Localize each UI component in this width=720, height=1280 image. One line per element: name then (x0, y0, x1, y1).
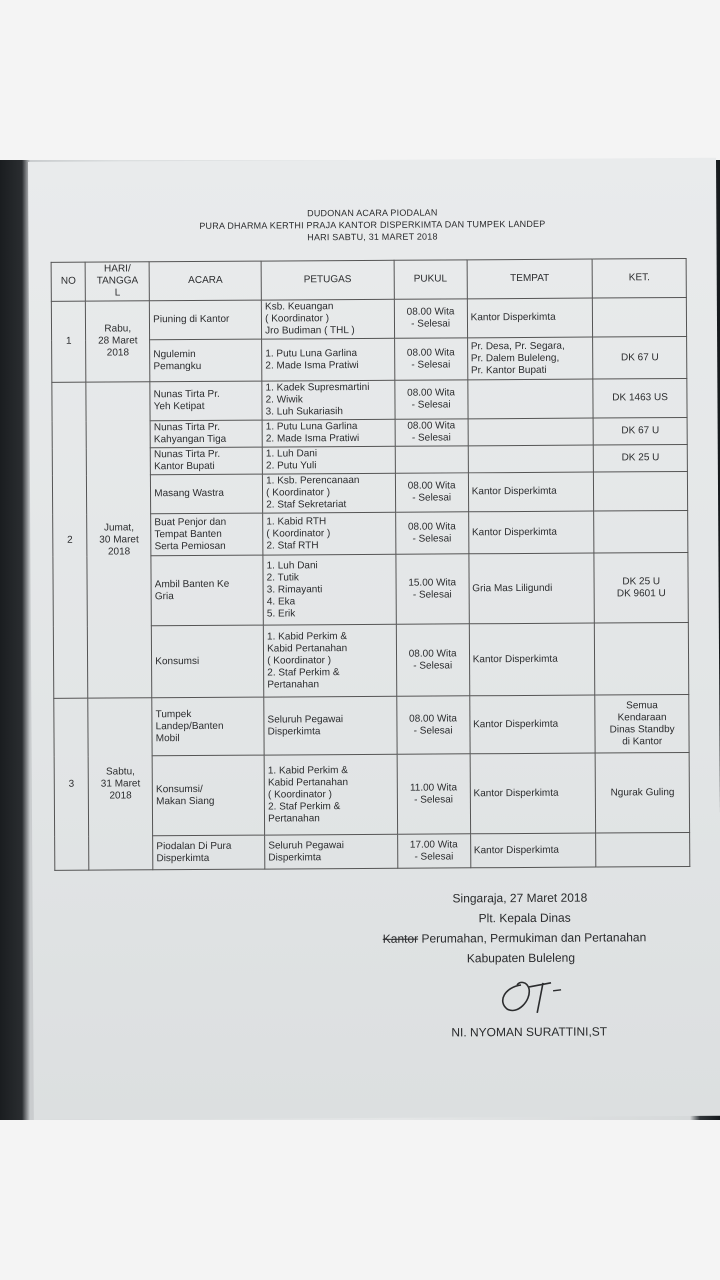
cell-line (596, 317, 683, 318)
cell-line: Jumat, (103, 521, 135, 534)
cell-pukul (395, 554, 469, 624)
cell-line: Nunas Tirta Pr. (153, 448, 221, 461)
cell-line: Makan Siang (156, 795, 215, 807)
cell-line: Ngulemin (153, 348, 196, 360)
cell-line: 1. Ksb. Perencanaan (266, 474, 360, 487)
cell-line: 2. Staf Perkim & (267, 666, 340, 679)
cell-ket (594, 552, 688, 623)
cell-acara (150, 339, 262, 382)
cell-line: - Selesai (412, 588, 452, 601)
cell-line: ( Koordinator ) (266, 487, 331, 499)
cell-hari (86, 301, 150, 382)
cell-line: DK 25 U (622, 575, 661, 587)
cell-acara (152, 755, 264, 836)
cell-line: - Selesai (414, 850, 454, 863)
cell-line: Ambil Banten Ke (154, 578, 230, 590)
cell-acara (150, 420, 262, 448)
cell-petugas (262, 338, 395, 381)
cell-line: - Selesai (413, 724, 453, 737)
cell-line: ( Koordinator ) (266, 527, 331, 540)
cell-ket (593, 378, 687, 418)
cell-line (597, 491, 684, 492)
cell-line: Kantor Disperkimta (471, 485, 557, 498)
cell-line: Kendaraan (617, 711, 667, 723)
cell-line: Kahyangan Tiga (153, 433, 227, 446)
header-pukul: PUKUL (394, 260, 467, 299)
cell-line: Gria (154, 590, 174, 602)
header-tempat: TEMPAT (467, 259, 593, 299)
cell-ket (595, 622, 689, 695)
cell-line: Nunas Tirta Pr. (153, 421, 221, 434)
cell-line: 2018 (106, 347, 130, 359)
cell-pukul (395, 446, 468, 473)
table-row (54, 694, 689, 756)
cell-line: 2. Putu Yuli (265, 460, 317, 472)
cell-line: 11.00 Wita (409, 781, 458, 794)
cell-line: Serta Pemiosan (154, 540, 226, 552)
cell-line: Pr. Desa, Pr. Segara, (470, 340, 565, 352)
cell-no: 2 (52, 382, 88, 698)
cell-line: Pr. Kantor Bupati (470, 364, 547, 376)
cell-acara (153, 835, 265, 870)
cell-line: di Kantor (622, 735, 663, 747)
cell-line: ( Koordinator ) (265, 313, 330, 325)
cell-line: DK 67 U (621, 425, 660, 437)
header-ket: KET. (592, 258, 686, 298)
cell-line (598, 658, 685, 659)
cell-line: 2. Made Isma Pratiwi (265, 432, 360, 445)
header-hari-line: HARI/ (104, 263, 131, 275)
cell-line: 2. Wiwik (265, 394, 303, 406)
cell-line: 08.00 Wita (406, 346, 455, 359)
cell-line: 08.00 Wita (407, 520, 456, 533)
cell-ket (594, 471, 688, 511)
cell-ket (596, 832, 690, 867)
cell-line: - Selesai (414, 793, 454, 806)
cell-petugas (264, 696, 397, 755)
cell-petugas (262, 446, 395, 474)
cell-line: Pertanahan (268, 812, 320, 825)
cell-petugas (263, 473, 396, 513)
cell-petugas (263, 554, 396, 625)
cell-petugas (263, 512, 396, 555)
cell-pukul (395, 473, 468, 512)
cell-line: Disperkimta (267, 725, 321, 738)
cell-line: 08.00 Wita (407, 480, 456, 492)
cell-pukul (394, 299, 467, 338)
cell-tempat (467, 298, 593, 338)
cell-line: Dinas Standby (609, 723, 675, 735)
cell-line: Konsumsi/ (156, 783, 203, 795)
bottom-margin (0, 1120, 720, 1280)
cell-line (600, 849, 687, 850)
signature-place-date: Singaraja, 27 Maret 2018 (452, 890, 588, 906)
cell-line: Kantor Disperkimta (473, 844, 559, 856)
header-hari-line: L (114, 287, 121, 299)
cell-tempat (468, 379, 594, 419)
cell-line: Seluruh Pegawai (268, 839, 344, 852)
cell-petugas (261, 299, 394, 339)
cell-line: 2. Staf RTH (266, 539, 319, 552)
cell-line: 2. Staf Perkim & (268, 800, 341, 813)
header-acara: ACARA (149, 261, 261, 301)
top-margin (0, 0, 720, 160)
cell-line: Pr. Dalem Buleleng, (470, 352, 560, 364)
cell-line: 1. Putu Luna Garlina (265, 420, 358, 433)
cell-line: 1. Luh Dani (265, 448, 318, 460)
cell-line: 15.00 Wita (408, 576, 457, 589)
cell-line: 1. Luh Dani (266, 559, 318, 572)
cell-line: 17.00 Wita (409, 838, 458, 851)
cell-line: 30 Maret (99, 533, 139, 546)
cell-ket (595, 694, 689, 753)
cell-tempat (468, 472, 594, 512)
signature-name: NI. NYOMAN SURATTINI,ST (451, 1024, 608, 1040)
cell-line: DK 9601 U (616, 587, 666, 599)
cell-line: 2018 (107, 545, 131, 558)
table-header-row (51, 258, 686, 301)
signature-office (383, 930, 647, 946)
cell-pukul (396, 696, 469, 754)
cell-line: - Selesai (413, 659, 453, 672)
signature-regency: Kabupaten Buleleng (466, 950, 576, 966)
cell-acara (152, 625, 264, 698)
cell-line: 08.00 Wita (406, 306, 455, 318)
cell-pukul (395, 419, 468, 446)
cell-line: Kantor Disperkimta (473, 718, 559, 730)
cell-tempat (468, 418, 594, 446)
cell-tempat (468, 445, 594, 473)
cell-pukul (396, 624, 470, 696)
cell-tempat (467, 337, 593, 380)
cell-line: Disperkimta (156, 852, 210, 864)
cell-pukul (394, 338, 467, 380)
cell-pukul (397, 754, 471, 834)
cell-line: Buat Penjor dan (154, 516, 227, 528)
cell-line: 5. Erik (266, 607, 296, 620)
cell-line: 08.00 Wita (407, 420, 456, 432)
cell-line: - Selesai (412, 532, 452, 545)
cell-line: 28 Maret (98, 335, 138, 347)
cell-line: Jro Budiman ( THL ) (265, 325, 355, 337)
cell-line: Kantor Disperkimta (471, 526, 558, 538)
cell-petugas (262, 419, 395, 447)
cell-line: 2018 (109, 789, 132, 802)
cell-line: 2. Staf Sekretariat (266, 499, 347, 511)
cell-acara (151, 555, 263, 626)
cell-acara (150, 447, 262, 475)
cell-tempat (469, 695, 595, 754)
cell-no: 1 (51, 301, 86, 382)
cell-petugas (265, 834, 398, 869)
cell-line: Piuning di Kantor (153, 313, 230, 326)
header-hari (85, 262, 149, 301)
cell-line: 08.00 Wita (409, 712, 457, 725)
cell-pukul (397, 834, 470, 868)
cell-ket (593, 336, 687, 379)
cell-line: Kabid Pertanahan (267, 642, 348, 655)
cell-ket (593, 417, 687, 445)
header-no: NO (51, 262, 85, 301)
cell-line: 1. Kabid Perkim & (267, 764, 348, 777)
cell-line: DK 67 U (620, 351, 659, 363)
cell-line: Kantor Bupati (154, 460, 215, 473)
cell-line: Pemangku (153, 360, 202, 372)
cell-line: Gria Mas Liligundi (472, 582, 553, 594)
cell-line: Seluruh Pegawai (267, 713, 344, 726)
cell-line: Mobil (155, 732, 180, 744)
cell-tempat (469, 623, 595, 696)
cell-line: 3. Luh Sukariasih (265, 406, 343, 418)
signature-position: Plt. Kepala Dinas (478, 910, 571, 926)
document-subtitle: PURA DHARMA KERTHI PRAJA KANTOR DISPERKIMTA DAN TUMPEK LANDEP (199, 218, 546, 231)
cell-line: - Selesai (411, 399, 451, 411)
document-date-line: HARI SABTU, 31 MARET 2018 (307, 231, 438, 243)
cell-line: 2. Made Isma Pratiwi (265, 359, 359, 372)
cell-line: Ksb. Keuangan (264, 301, 334, 313)
signature-office-rest: Perumahan, Permukiman dan Pertanahan (418, 930, 647, 946)
cell-line: Nunas Tirta Pr. (153, 388, 220, 401)
cell-line: Masang Wastra (154, 487, 224, 500)
cell-tempat (468, 511, 594, 554)
cell-line: Tempat Banten (154, 528, 222, 540)
cell-petugas (264, 754, 397, 835)
header-petugas: PETUGAS (261, 260, 394, 300)
cell-line: 1. Putu Luna Garlina (265, 347, 358, 360)
cell-line: - Selesai (411, 432, 451, 444)
cell-acara (152, 697, 264, 756)
cell-ket (594, 444, 688, 472)
cell-line: 4. Eka (266, 595, 296, 608)
cell-line: - Selesai (411, 318, 451, 330)
cell-line: Piodalan Di Pura (156, 840, 232, 852)
cell-line: Yeh Ketipat (153, 400, 205, 413)
cell-tempat (469, 553, 595, 624)
cell-line: 2. Tutik (266, 571, 299, 584)
cell-line: ( Koordinator ) (267, 788, 332, 801)
cell-line: DK 1463 US (612, 392, 668, 404)
cell-line (598, 531, 685, 532)
cell-line: Landep/Banten (155, 720, 224, 732)
document-title: DUDONAN ACARA PIODALAN (307, 207, 438, 219)
cell-line (471, 432, 590, 433)
cell-line: Kantor Disperkimta (470, 311, 556, 324)
cell-line: Konsumsi (155, 655, 200, 667)
cell-tempat (470, 833, 596, 868)
cell-ket (594, 510, 688, 553)
cell-acara (151, 474, 263, 514)
cell-line: Kantor Disperkimta (473, 787, 559, 799)
cell-acara (151, 513, 263, 556)
cell-line (471, 399, 590, 400)
schedule-body (51, 297, 689, 870)
cell-acara (150, 381, 262, 421)
table-row (52, 378, 687, 421)
cell-line: 31 Maret (100, 777, 141, 790)
cell-line: - Selesai (411, 358, 451, 371)
cell-ket (593, 297, 687, 337)
cell-line: Tumpek (155, 708, 192, 720)
cell-line: Sabtu, (105, 765, 135, 778)
cell-line: Kabid Pertanahan (267, 776, 349, 789)
cell-line: 08.00 Wita (407, 387, 455, 399)
signature-office-struck: Kantor (382, 931, 419, 946)
cell-line (471, 459, 590, 460)
cell-line: DK 25 U (621, 452, 660, 464)
cell-line: 1. Kabid RTH (266, 515, 327, 528)
cell-hari (86, 382, 152, 698)
cell-line: 3. Rimayanti (266, 583, 323, 596)
cell-pukul (394, 380, 467, 419)
cell-petugas (263, 624, 396, 697)
schedule-table (51, 258, 691, 871)
cell-line: Disperkimta (268, 851, 322, 864)
cell-ket (595, 752, 689, 833)
cell-line: Pertanahan (267, 678, 320, 691)
cell-tempat (470, 753, 596, 834)
cell-no: 3 (54, 698, 89, 870)
cell-line: Ngurak Guling (610, 786, 675, 798)
table-row (51, 297, 686, 340)
cell-line: ( Koordinator ) (267, 654, 332, 667)
cell-line: Semua (626, 699, 658, 711)
cell-acara (150, 300, 262, 340)
cell-line: - Selesai (412, 492, 452, 504)
cell-line: Kantor Disperkimta (472, 653, 558, 665)
handwritten-signature (493, 971, 583, 1018)
cell-line: 08.00 Wita (408, 647, 457, 660)
cell-line: Rabu, (104, 323, 132, 335)
cell-hari (88, 698, 153, 870)
header-hari-line: TANGGA (96, 275, 139, 287)
document-page (28, 158, 720, 1120)
cell-line: 1. Kabid Perkim & (266, 630, 348, 643)
cell-pukul (395, 512, 468, 554)
cell-line: 1. Kadek Supresmartini (265, 381, 370, 394)
cell-petugas (262, 380, 395, 420)
